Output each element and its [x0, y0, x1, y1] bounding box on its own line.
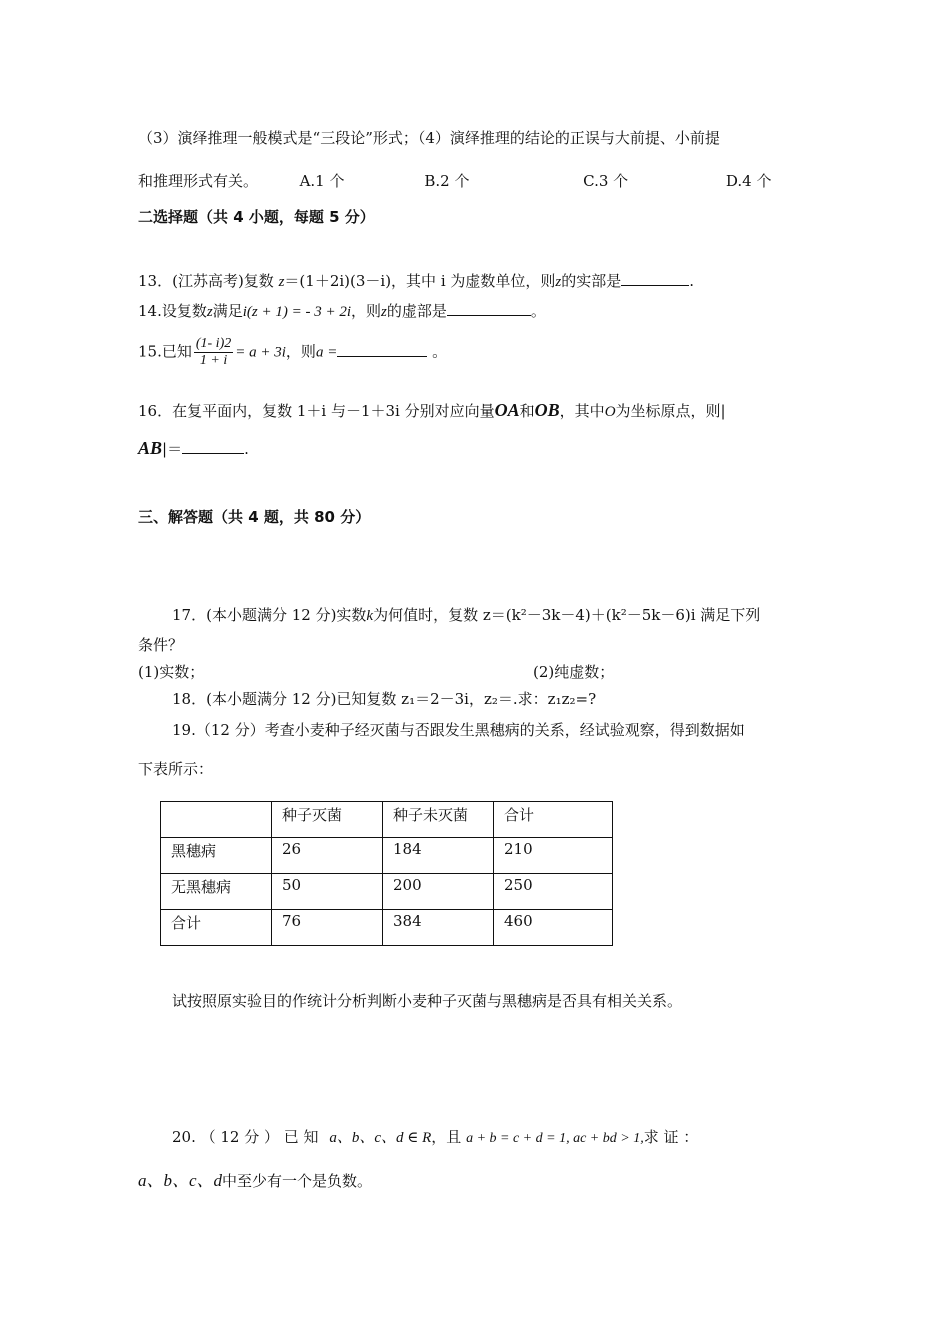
- table-cell: [161, 802, 272, 838]
- q15-var-a: a =: [315, 344, 338, 361]
- q19-line1: 19.（12 分）考查小麦种子经灭菌与否跟发生黑穗病的关系，经试验观察，得到数据如: [172, 721, 745, 739]
- q20-line2-vars: a、b、c、d: [138, 1171, 223, 1190]
- q12-line2: [138, 170, 772, 191]
- table-row: [161, 910, 613, 946]
- q13-answer-blank[interactable]: [621, 271, 689, 286]
- table-cell: 384: [383, 910, 494, 946]
- q15-rhs: = a + 3i: [235, 344, 286, 361]
- q16-end-mid: |＝: [162, 440, 183, 458]
- q20-line2: [138, 1166, 372, 1191]
- q14-answer-blank[interactable]: [447, 301, 531, 316]
- q16-answer-blank[interactable]: [182, 439, 244, 454]
- q19-after: 试按照原实验目的作统计分析判断小麦种子灭菌与黑穗病是否具有相关关系。: [172, 992, 683, 1010]
- q20-line1-b: ，且: [431, 1128, 462, 1146]
- q12-line1: （3）演绎推理一般模式是“三段论”形式；（4）演绎推理的结论的正误与大前提、小前提: [138, 129, 720, 147]
- table-cell: 184: [383, 838, 494, 874]
- q12-line2-text: 和推理形式有关。: [138, 172, 259, 190]
- q15: [138, 336, 447, 369]
- q13-end: .: [689, 272, 695, 290]
- q14-var-z: z: [206, 304, 213, 320]
- q16-line2: [138, 438, 249, 459]
- q15-denominator: 1 + i: [199, 353, 228, 368]
- q14-tail: 的虚部是: [386, 302, 447, 320]
- table-row: [161, 838, 613, 874]
- q17-part1: (1)实数；: [138, 663, 205, 681]
- table-header-cell: 合计: [494, 802, 613, 838]
- table-cell: 460: [494, 910, 613, 946]
- table-cell: 50: [272, 874, 383, 910]
- table-header-row: [161, 802, 613, 838]
- q14: [138, 300, 546, 321]
- q20-line1-c: 求 证 ：: [643, 1128, 699, 1146]
- q13-expr: ＝(1＋2i)(3－i)，其中 i 为虚数单位，则: [284, 272, 556, 290]
- table-cell: 250: [494, 874, 613, 910]
- table-cell: 200: [383, 874, 494, 910]
- q16-vector-ab: AB: [138, 438, 163, 458]
- q18: 18．(本小题满分 12 分)已知复数 z₁＝2－3i，z₂＝.求：z₁z₂=?: [172, 690, 597, 708]
- q17-part2: (2)纯虚数；: [533, 663, 615, 681]
- q20-line1: [172, 1126, 698, 1147]
- q14-mid: 满足: [212, 302, 243, 320]
- q16-text: 16．在复平面内，复数 1＋i 与－1＋3i 分别对应向量: [138, 402, 495, 420]
- q13: [138, 270, 694, 291]
- table-cell: 合计: [161, 910, 272, 946]
- q12-option-b: B.2 个: [424, 172, 470, 190]
- q16-tail: ，其中: [559, 402, 605, 420]
- q17-line1-b: 为何值时，复数 z＝(k²－3k－4)＋(k²－5k－6)i 满足下列: [373, 606, 761, 624]
- table-header-cell: 种子未灭菌: [383, 802, 494, 838]
- q20-line2-text: 中至少有一个是负数。: [222, 1172, 373, 1190]
- q16-vector-ob: OB: [534, 400, 560, 420]
- table-cell: 26: [272, 838, 383, 874]
- q16-tail2: 为坐标原点，则|: [615, 402, 726, 420]
- q20-vars: a、b、c、d ∈ R: [329, 1130, 432, 1146]
- table-cell: 76: [272, 910, 383, 946]
- q15-fraction: [194, 336, 233, 369]
- q17-var-k: k: [366, 608, 374, 624]
- q14-mid2: ，则: [351, 302, 382, 320]
- q19-data-table: [160, 801, 613, 946]
- q14-prefix: 14.设复数: [138, 302, 207, 320]
- q12-option-a: A.1 个: [299, 172, 345, 190]
- table-header-cell: 种子灭菌: [272, 802, 383, 838]
- q20-condition: a + b = c + d = 1, ac + bd > 1,: [466, 1131, 644, 1146]
- q14-var-z2: z: [381, 304, 387, 320]
- q15-mid: ，则: [285, 342, 316, 361]
- q16-var-o: O: [604, 404, 616, 420]
- q16-vector-oa: OA: [494, 400, 520, 420]
- section2-title: 二选择题（共 4 小题，每题 5 分）: [138, 208, 375, 226]
- q20-line1-a: 20. （ 12 分 ） 已 知: [172, 1128, 319, 1146]
- q17-line1: [172, 604, 760, 625]
- q13-tail: 的实部是: [561, 272, 622, 290]
- q15-end: 。: [432, 342, 448, 361]
- q16-line1: [138, 400, 726, 421]
- q19-line2: 下表所示：: [138, 760, 214, 778]
- table-cell: 无黑穗病: [161, 874, 272, 910]
- q15-prefix: 15.已知: [138, 342, 192, 361]
- section3-title: 三、解答题（共 4 题，共 80 分）: [138, 508, 371, 526]
- q16-and: 和: [519, 402, 535, 420]
- q12-option-c: C.3 个: [583, 172, 629, 190]
- q17-line1-a: 17．(本小题满分 12 分)实数: [172, 606, 367, 624]
- table-cell: 黑穗病: [161, 838, 272, 874]
- q15-answer-blank[interactable]: [337, 342, 427, 357]
- q13-prefix: 13．(江苏高考)复数: [138, 272, 274, 290]
- q13-var-z2: z: [555, 274, 562, 290]
- q12-option-d: D.4 个: [725, 172, 772, 190]
- table-row: [161, 874, 613, 910]
- q13-var-z: z: [278, 274, 285, 290]
- q16-end: .: [244, 440, 249, 458]
- q14-equation: i(z + 1) = - 3 + 2i: [242, 304, 351, 320]
- q15-numerator: (1- i)2: [195, 336, 232, 351]
- q17-line2: 条件？: [138, 636, 184, 654]
- table-cell: 210: [494, 838, 613, 874]
- q14-end: 。: [530, 302, 546, 320]
